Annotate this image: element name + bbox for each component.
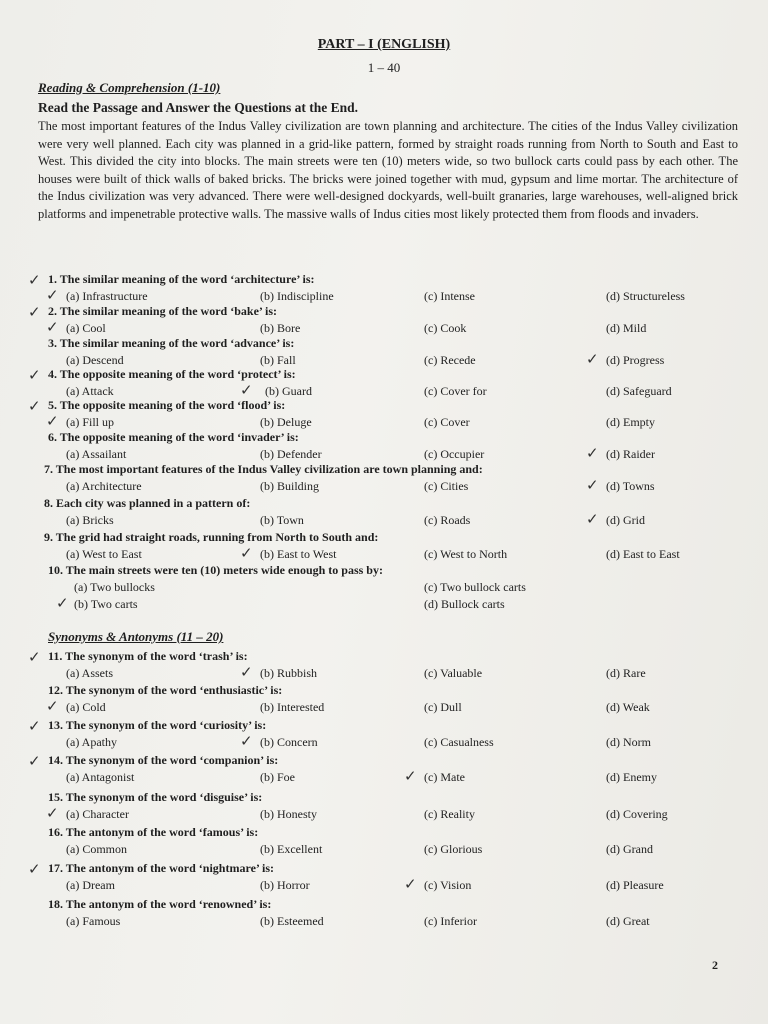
check-mark-icon: ✓ <box>28 271 41 289</box>
answer-option: (d) Towns <box>606 479 655 493</box>
check-mark-icon: ✓ <box>240 663 253 681</box>
question-text: 16. The antonym of the word ‘famous’ is: <box>48 825 259 839</box>
question-item <box>0 530 768 564</box>
check-mark-icon: ✓ <box>46 412 59 430</box>
answer-option: (d) Mild <box>606 321 647 335</box>
check-mark-icon: ✓ <box>28 648 41 666</box>
answer-option: (a) Infrastructure <box>66 289 148 303</box>
check-mark-icon: ✓ <box>586 510 599 528</box>
answer-option: (b) Interested <box>260 700 325 714</box>
question-item <box>0 649 768 683</box>
check-mark-icon: ✓ <box>46 286 59 304</box>
answer-option: (d) Covering <box>606 807 668 821</box>
question-text: 7. The most important features of the Indus Valley civilization are town planning and: <box>44 462 483 476</box>
check-mark-icon: ✓ <box>240 544 253 562</box>
check-mark-icon: ✓ <box>586 444 599 462</box>
answer-option: (b) Esteemed <box>260 914 324 928</box>
question-item <box>0 718 768 752</box>
answer-option: (a) Two bullocks <box>74 580 155 594</box>
answer-option: (c) Roads <box>424 513 471 527</box>
answer-option: (b) Horror <box>260 878 310 892</box>
answer-option: (a) Architecture <box>66 479 142 493</box>
question-item <box>0 790 768 824</box>
answer-option: (a) Cold <box>66 700 106 714</box>
check-mark-icon: ✓ <box>46 804 59 822</box>
answer-option: (d) Pleasure <box>606 878 664 892</box>
question-item <box>0 753 768 787</box>
question-item <box>0 367 768 401</box>
answer-option: (d) Progress <box>606 353 665 367</box>
check-mark-icon: ✓ <box>46 697 59 715</box>
answer-option: (b) East to West <box>260 547 337 561</box>
question-text: 10. The main streets were ten (10) meters wide enough to pass by: <box>48 563 383 577</box>
check-mark-icon: ✓ <box>28 366 41 384</box>
answer-option: (c) Reality <box>424 807 475 821</box>
reading-passage: The most important features of the Indus Valley civilization are town planning and architecture. The cities of the Indus Valley civilization were very well planned. Each city was planned in a grid-like pattern, formed by straight roads running from North to South and East to West. This divided the city into blocks. The main streets were ten (10) meters wide, so two bullock carts could pass by each other. The houses were built of thick walls of baked bricks. The bricks were joined together with mud, gypsum and lime mortar. The architecture of the Indus civilization was very advanced. There were well-designed dockyards, well-built granaries, large warehouses, well-aligned brick platforms and impenetrable protective walls. The massive walls of Indus cities most likely protected them from floods and invaders. <box>38 119 738 221</box>
answer-option: (c) Mate <box>424 770 465 784</box>
answer-option: (c) Cover for <box>424 384 487 398</box>
page-title: PART – I (ENGLISH) <box>317 37 451 52</box>
answer-option: (a) Assets <box>66 666 113 680</box>
answer-option: (b) Bore <box>260 321 301 335</box>
answer-option: (d) Weak <box>606 700 650 714</box>
check-mark-icon: ✓ <box>46 318 59 336</box>
question-item <box>0 336 768 370</box>
answer-option: (d) Bullock carts <box>424 597 505 611</box>
question-item <box>0 304 768 338</box>
answer-option: (b) Guard <box>265 384 312 398</box>
check-mark-icon: ✓ <box>404 875 417 893</box>
answer-option: (b) Concern <box>260 735 318 749</box>
question-text: 18. The antonym of the word ‘renowned’ is: <box>48 897 272 911</box>
answer-option: (d) Norm <box>606 735 651 749</box>
question-item <box>0 398 768 432</box>
question-item <box>0 825 768 859</box>
answer-option: (a) Bricks <box>66 513 114 527</box>
answer-option: (a) Antagonist <box>66 770 135 784</box>
answer-option: (a) Attack <box>66 384 114 398</box>
question-item <box>0 683 768 717</box>
answer-option: (a) Cool <box>66 321 106 335</box>
check-mark-icon: ✓ <box>28 752 41 770</box>
check-mark-icon: ✓ <box>240 381 253 399</box>
answer-option: (b) Rubbish <box>260 666 317 680</box>
question-text: 8. Each city was planned in a pattern of: <box>44 496 251 510</box>
answer-option: (b) Town <box>260 513 304 527</box>
answer-option: (c) Inferior <box>424 914 477 928</box>
answer-option: (d) Grid <box>606 513 645 527</box>
answer-option: (a) Common <box>66 842 127 856</box>
answer-option: (d) Rare <box>606 666 646 680</box>
question-item <box>0 563 768 612</box>
answer-option: (c) Cities <box>424 479 469 493</box>
check-mark-icon: ✓ <box>28 397 41 415</box>
question-item <box>0 430 768 464</box>
answer-option: (b) Excellent <box>260 842 323 856</box>
page-number: 2 <box>712 958 718 972</box>
question-text: 17. The antonym of the word ‘nightmare’ is: <box>48 861 274 875</box>
question-text: 4. The opposite meaning of the word ‘protect’ is: <box>48 367 296 381</box>
answer-option: (b) Honesty <box>260 807 317 821</box>
answer-option: (a) Fill up <box>66 415 114 429</box>
answer-option: (c) Intense <box>424 289 475 303</box>
question-text: 14. The synonym of the word ‘companion’ is: <box>48 753 279 767</box>
answer-option: (a) West to East <box>66 547 142 561</box>
answer-option: (c) Occupier <box>424 447 485 461</box>
question-text: 3. The similar meaning of the word ‘advance’ is: <box>48 336 295 350</box>
section-heading-reading: Reading & Comprehension (1-10) <box>38 80 221 95</box>
answer-option: (c) Cover <box>424 415 470 429</box>
answer-option: (a) Dream <box>66 878 115 892</box>
answer-option: (b) Indiscipline <box>260 289 334 303</box>
answer-option: (d) Enemy <box>606 770 657 784</box>
question-text: 6. The opposite meaning of the word ‘invader’ is: <box>48 430 299 444</box>
question-item <box>0 861 768 895</box>
answer-option: (c) Dull <box>424 700 462 714</box>
question-item <box>0 897 768 931</box>
answer-option: (d) Grand <box>606 842 653 856</box>
question-item <box>0 462 768 496</box>
answer-option: (b) Deluge <box>260 415 312 429</box>
question-text: 11. The synonym of the word ‘trash’ is: <box>48 649 248 663</box>
question-text: 13. The synonym of the word ‘curiosity’ is: <box>48 718 267 732</box>
check-mark-icon: ✓ <box>586 476 599 494</box>
answer-option: (d) Great <box>606 914 650 928</box>
check-mark-icon: ✓ <box>240 732 253 750</box>
answer-option: (d) Safeguard <box>606 384 672 398</box>
answer-option: (b) Foe <box>260 770 295 784</box>
check-mark-icon: ✓ <box>404 767 417 785</box>
question-text: 15. The synonym of the word ‘disguise’ is: <box>48 790 263 804</box>
answer-option: (b) Building <box>260 479 319 493</box>
question-text: 9. The grid had straight roads, running from North to South and: <box>44 530 379 544</box>
check-mark-icon: ✓ <box>28 303 41 321</box>
answer-option: (c) Glorious <box>424 842 483 856</box>
question-range: 1 – 40 <box>367 60 401 75</box>
answer-option: (b) Defender <box>260 447 322 461</box>
answer-option: (c) Recede <box>424 353 476 367</box>
answer-option: (d) Empty <box>606 415 655 429</box>
question-item <box>0 496 768 530</box>
check-mark-icon: ✓ <box>28 860 41 878</box>
check-mark-icon: ✓ <box>56 594 69 612</box>
question-text: 5. The opposite meaning of the word ‘flood’ is: <box>48 398 286 412</box>
check-mark-icon: ✓ <box>28 717 41 735</box>
answer-option: (a) Descend <box>66 353 124 367</box>
question-text: 2. The similar meaning of the word ‘bake’ is: <box>48 304 278 318</box>
answer-option: (c) Vision <box>424 878 472 892</box>
answer-option: (c) Casualness <box>424 735 494 749</box>
answer-option: (a) Famous <box>66 914 121 928</box>
answer-option: (a) Assailant <box>66 447 127 461</box>
answer-option: (a) Character <box>66 807 129 821</box>
answer-option: (c) Two bullock carts <box>424 580 526 594</box>
answer-option: (c) West to North <box>424 547 508 561</box>
answer-option: (b) Fall <box>260 353 296 367</box>
section-heading-synonyms: Synonyms & Antonyms (11 – 20) <box>48 629 224 644</box>
answer-option: (a) Apathy <box>66 735 117 749</box>
answer-option: (c) Valuable <box>424 666 483 680</box>
instruction-text: Read the Passage and Answer the Questions at the End. <box>38 100 359 115</box>
answer-option: (d) East to East <box>606 547 680 561</box>
answer-option: (d) Structureless <box>606 289 685 303</box>
question-text: 12. The synonym of the word ‘enthusiastic’ is: <box>48 683 283 697</box>
answer-option: (d) Raider <box>606 447 655 461</box>
answer-option: (b) Two carts <box>74 597 138 611</box>
check-mark-icon: ✓ <box>586 350 599 368</box>
question-text: 1. The similar meaning of the word ‘architecture’ is: <box>48 272 315 286</box>
question-item <box>0 272 768 306</box>
answer-option: (c) Cook <box>424 321 467 335</box>
